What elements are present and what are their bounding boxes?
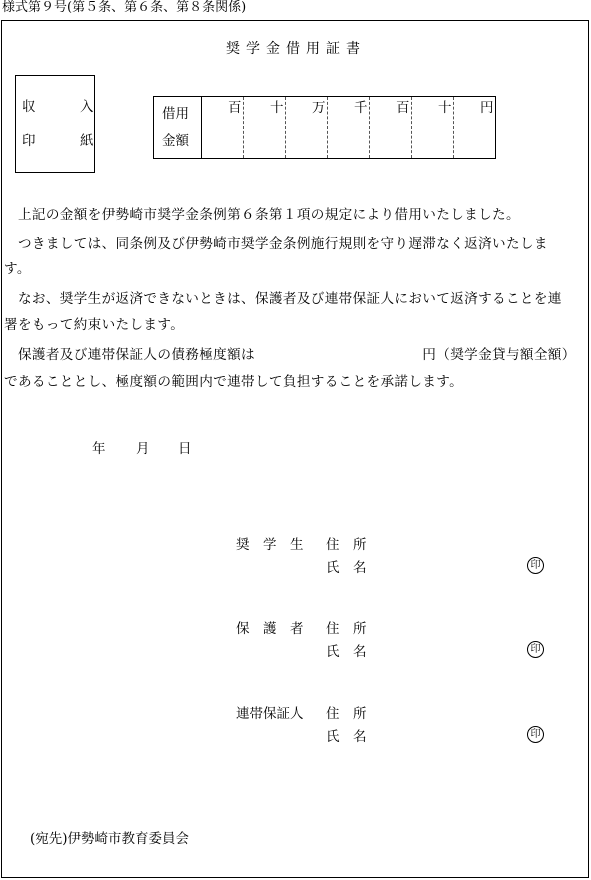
signer-name-label: 氏 名 bbox=[326, 729, 367, 745]
seal-mark-icon: 印 bbox=[527, 557, 544, 574]
stamp-label-char: 印 bbox=[22, 133, 36, 149]
signer-role-student: 奨 学 生 bbox=[236, 537, 304, 553]
date-day-label: 日 bbox=[178, 441, 192, 457]
signer-address-label: 住 所 bbox=[326, 537, 367, 553]
body-paragraph-line: なお、奨学生が返済できないときは、保護者及び連帯保証人において返済することを連 bbox=[4, 291, 562, 307]
seal-mark-icon: 印 bbox=[527, 726, 544, 743]
date-year-label: 年 bbox=[92, 441, 106, 457]
digit-unit-label: 十 bbox=[270, 100, 284, 116]
digit-unit-label: 百 bbox=[396, 100, 410, 116]
digit-divider bbox=[243, 97, 244, 158]
body-paragraph-line: 保護者及び連帯保証人の債務極度額は 円（奨学金貸与額全額） bbox=[4, 347, 576, 363]
signer-address-label: 住 所 bbox=[326, 706, 367, 722]
digit-divider bbox=[453, 97, 454, 158]
signer-role-guardian: 保 護 者 bbox=[236, 621, 304, 637]
digit-divider bbox=[327, 97, 328, 158]
digit-divider bbox=[411, 97, 412, 158]
seal-mark-icon: 印 bbox=[527, 641, 544, 658]
addressee-line: (宛先)伊勢崎市教育委員会 bbox=[30, 831, 190, 847]
stamp-label-char: 紙 bbox=[80, 133, 94, 149]
digit-unit-label: 百 bbox=[228, 100, 242, 116]
digit-unit-label: 万 bbox=[312, 100, 326, 116]
date-month-label: 月 bbox=[136, 441, 150, 457]
revenue-stamp-box bbox=[15, 75, 95, 173]
loan-amount-label: 借用 bbox=[162, 106, 189, 122]
form-number-label: 様式第９号(第５条、第６条、第８条関係) bbox=[2, 0, 247, 15]
stamp-label-char: 収 bbox=[22, 99, 36, 115]
signer-address-label: 住 所 bbox=[326, 621, 367, 637]
digit-divider bbox=[369, 97, 370, 158]
body-paragraph-line: であることとし、極度額の範囲内で連帯して負担することを承諾します。 bbox=[4, 374, 464, 390]
digit-unit-label: 十 bbox=[438, 100, 452, 116]
signer-name-label: 氏 名 bbox=[326, 644, 367, 660]
loan-amount-label: 金額 bbox=[162, 133, 189, 149]
document-title: 奨学金借用証書 bbox=[226, 41, 366, 57]
digit-unit-label: 円 bbox=[480, 100, 494, 116]
body-paragraph-line: 上記の金額を伊勢崎市奨学金条例第６条第１項の規定により借用いたしました。 bbox=[4, 207, 520, 223]
digit-unit-label: 千 bbox=[354, 100, 368, 116]
body-paragraph-line: 署をもって約束いたします。 bbox=[4, 317, 185, 333]
stamp-label-char: 入 bbox=[80, 99, 94, 115]
body-paragraph-line: す。 bbox=[4, 261, 31, 277]
digit-divider bbox=[285, 97, 286, 158]
signer-role-guarantor: 連帯保証人 bbox=[236, 706, 304, 722]
body-paragraph-line: つきましては、同条例及び伊勢崎市奨学金条例施行規則を守り遅滞なく返済いたしま bbox=[4, 236, 548, 252]
signer-name-label: 氏 名 bbox=[326, 560, 367, 576]
